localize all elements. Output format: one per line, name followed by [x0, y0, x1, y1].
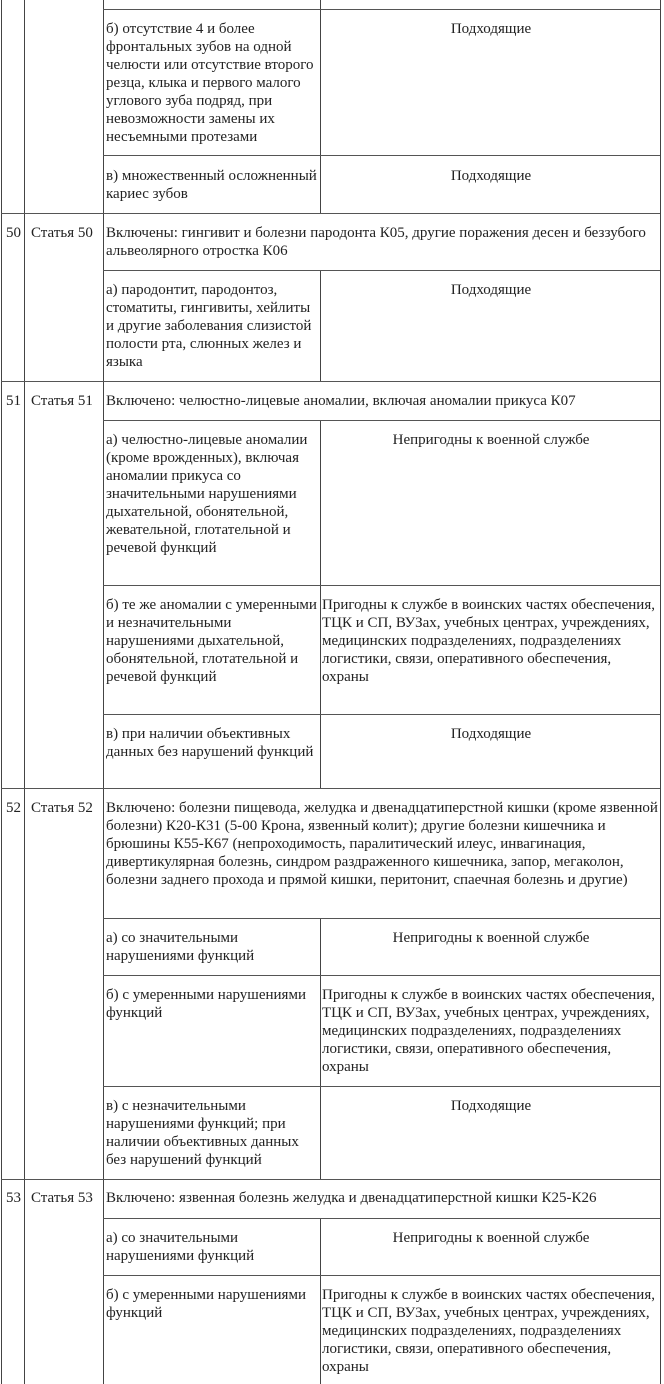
subclause-text: а) пародонтит, пародонтоз, стоматиты, гингивиты, хейлиты и другие заболевания слизистой полости рта, слюнных желез и языка: [106, 282, 312, 370]
row-number: 51: [6, 393, 21, 409]
article-included: Включено: челюстно-лицевые аномалии, включая аномалии прикуса К07: [106, 393, 576, 409]
row-border: [103, 918, 660, 919]
fitness-verdict: Непригодны к военной службе: [392, 1230, 590, 1246]
fitness-verdict: Подходящие: [450, 726, 532, 742]
row-border: [103, 975, 660, 976]
table-divider: [320, 918, 321, 1179]
subclause-text: в) при наличии объективных данных без нарушений функций: [106, 726, 314, 760]
subclause-text: а) со значительными нарушениями функций: [106, 930, 255, 964]
table-divider: [320, 0, 321, 213]
table-border-article: [103, 0, 104, 1384]
row-border: [103, 420, 660, 421]
subclause-text: б) те же аномалии с умеренными и незначительными нарушениями дыхательной, обонятельной, глотательной и речевой функций: [106, 597, 317, 685]
row-border: [103, 585, 660, 586]
fitness-verdict: Подходящие: [450, 1098, 532, 1114]
row-number: 53: [6, 1190, 21, 1206]
table-border-left: [1, 0, 2, 1384]
article-included: Включено: болезни пищевода, желудка и двенадцатиперстной кишки (кроме язвенной болезни) К20-К31 (5-00 Крона, язвенный колит); другие болезни кишечника и брюшины К55-К67 (непроходимость, паралитический илеус, инвагинация, дивертикулярная болезнь, синдром раздраженного кишечника, запор, мегаколон, болезни заднего прохода и прямой кишки, перитонит, спаечная болезнь и другие): [106, 800, 658, 888]
row-border: [103, 1086, 660, 1087]
subclause-text: в) множественный осложненный кариес зубов: [106, 168, 317, 202]
row-border: [103, 714, 660, 715]
article-label: Статья 53: [31, 1190, 93, 1206]
fitness-verdict: Непригодны к военной службе: [392, 432, 590, 448]
row-border: [1, 788, 660, 789]
subclause-text: б) отсутствие 4 и более фронтальных зубов на одной челюсти или отсутствие второго резца, клыка и первого малого углового зуба подряд, при невозможности замены их несъемными протезами: [106, 21, 314, 145]
row-border: [103, 9, 660, 10]
fitness-verdict: Пригодны к службе в воинских частях обеспечения, ТЦК и СП, ВУЗах, учебных центрах, учреждениях, медицинских подразделениях, подразделениях логистики, связи, оперативного обеспечения, охраны: [322, 1287, 655, 1375]
row-number: 52: [6, 800, 21, 816]
fitness-verdict: Подходящие: [450, 168, 532, 184]
row-border: [1, 213, 660, 214]
fitness-verdict: Подходящие: [450, 21, 532, 37]
subclause-text: а) челюстно-лицевые аномалии (кроме врожденных), включая аномалии прикуса со значительными нарушениями дыхательной, обонятельной, жевательной, глотательной и речевой функций: [106, 432, 308, 556]
article-included: Включено: язвенная болезнь желудка и двенадцатиперстной кишки К25-К26: [106, 1190, 597, 1206]
fitness-verdict: Пригодны к службе в воинских частях обеспечения, ТЦК и СП, ВУЗах, учебных центрах, учреждениях, медицинских подразделениях, подразделениях логистики, связи, оперативного обеспечения, охраны: [322, 987, 655, 1075]
article-included: Включены: гингивит и болезни пародонта К05, другие поражения десен и беззубого альвеолярного отростка К06: [106, 225, 646, 259]
row-border: [1, 381, 660, 382]
table-border-num: [24, 0, 25, 1384]
subclause-text: а) со значительными нарушениями функций: [106, 1230, 255, 1264]
subclause-text: б) с умеренными нарушениями функций: [106, 1287, 306, 1321]
table-divider: [320, 1218, 321, 1384]
row-border: [103, 155, 660, 156]
fitness-verdict: Пригодны к службе в воинских частях обеспечения, ТЦК и СП, ВУЗах, учебных центрах, учреждениях, медицинских подразделениях, подразделениях логистики, связи, оперативного обеспечения, охраны: [322, 597, 655, 685]
row-border: [103, 270, 660, 271]
subclause-text: в) с незначительными нарушениями функций; при наличии объективных данных без нарушений функций: [106, 1098, 299, 1168]
article-label: Статья 50: [31, 225, 93, 241]
row-border: [103, 1275, 660, 1276]
row-number: 50: [6, 225, 21, 241]
subclause-text: б) с умеренными нарушениями функций: [106, 987, 306, 1021]
article-label: Статья 51: [31, 393, 93, 409]
fitness-verdict: Непригодны к военной службе: [392, 930, 590, 946]
article-label: Статья 52: [31, 800, 93, 816]
table-divider: [320, 420, 321, 788]
row-border: [103, 1218, 660, 1219]
fitness-verdict: Подходящие: [450, 282, 532, 298]
table-border-right: [660, 0, 661, 1384]
table-divider: [320, 270, 321, 381]
row-border: [1, 1179, 660, 1180]
